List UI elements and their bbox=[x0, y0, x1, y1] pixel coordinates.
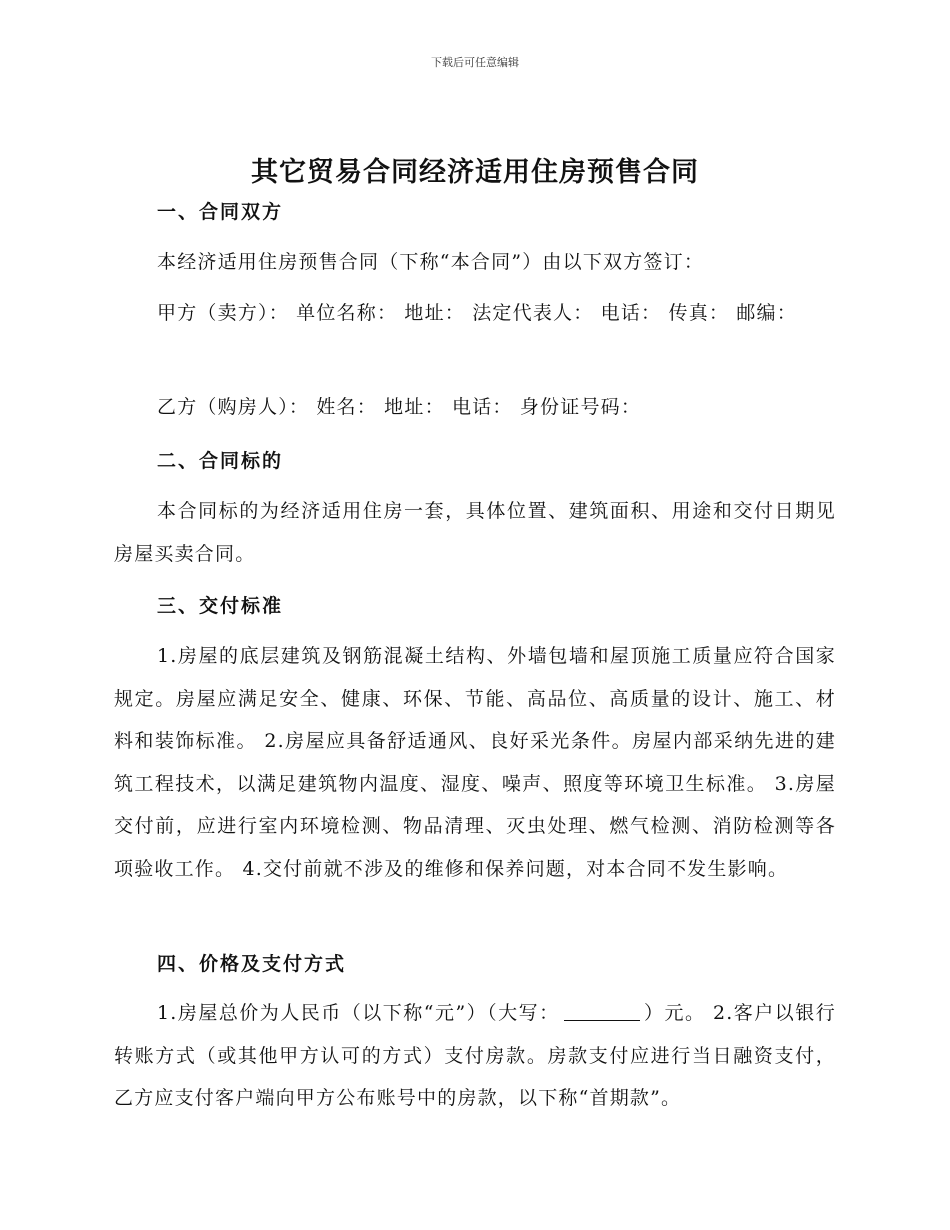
section-heading-price-payment: 四、价格及支付方式 bbox=[157, 953, 347, 975]
amount-blank-line bbox=[564, 1002, 640, 1021]
subject-paragraph: 本合同标的为经济适用住房一套，具体位置、建筑面积、用途和交付日期见房屋买卖合同。 bbox=[114, 500, 836, 565]
party-b-paragraph: 乙方（购房人）： 姓名： 地址： 电话： 身份证号码： bbox=[157, 396, 642, 418]
delivery-standard-paragraph: 1.房屋的底层建筑及钢筋混凝土结构、外墙包墙和屋顶施工质量应符合国家规定。房屋应满足安全、健康、环保、节能、高品位、高质量的设计、施工、材料和装饰标准。 2.房屋应具备舒适通风、良好采光条件。房屋内部采纳先进的建筑工程技术，以满足建筑物内温度、湿度、噪声、照度等环境卫生标准。 3.房屋交付前，应进行室内环境检测、物品清理、灭虫处理、燃气检测、消防检测等各项验收工作。 4.交付前就不涉及的维修和保养问题，对本合同不发生影响。 bbox=[114, 645, 836, 880]
document-title: 其它贸易合同经济适用住房预售合同 bbox=[251, 157, 699, 188]
price-text-after-blank: ）元。 2.客户以银行转账方式（或其他甲方认可的方式）支付房款。房款支付应进行当日融资支付，乙方应支付客户端向甲方公布账号中的房款，以下称“首期款”。 bbox=[114, 1002, 836, 1109]
page-header-note: 下载后可任意编辑 bbox=[431, 56, 519, 69]
price-payment-paragraph bbox=[114, 992, 836, 1120]
parties-intro-paragraph: 本经济适用住房预售合同（下称“本合同”）由以下双方签订： bbox=[157, 251, 705, 273]
section-heading-subject: 二、合同标的 bbox=[157, 450, 284, 472]
section-heading-delivery-standard: 三、交付标准 bbox=[157, 595, 284, 617]
section-heading-parties: 一、合同双方 bbox=[157, 201, 284, 223]
party-a-paragraph: 甲方（卖方）： 单位名称： 地址： 法定代表人： 电话： 传真： 邮编： bbox=[157, 302, 797, 324]
price-text-before-blank: 1.房屋总价为人民币（以下称“元”）（大写： bbox=[157, 1002, 560, 1024]
